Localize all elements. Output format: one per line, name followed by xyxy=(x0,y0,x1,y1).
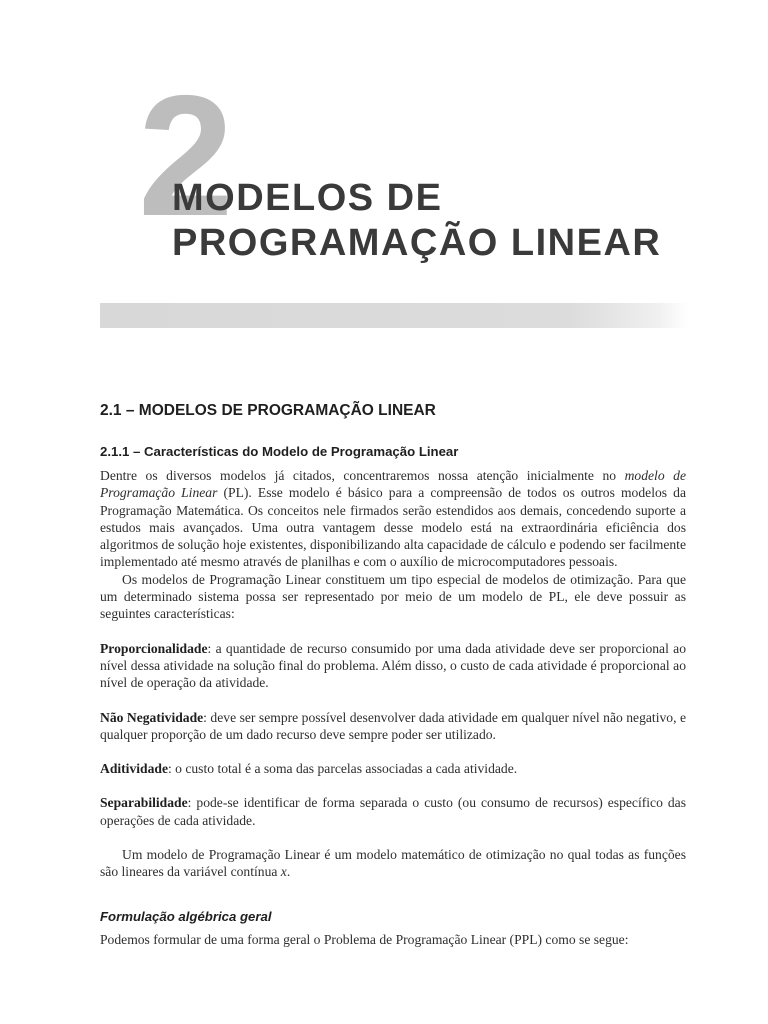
lp-definition-paragraph xyxy=(100,846,686,881)
characteristic-separability xyxy=(100,794,686,829)
intro-text-b: (PL). Esse modelo é básico para a compreensão de todos os outros modelos da Programação Matemática. Os conceitos nele firmados serão estendidos aos demais, concedendo suporte a estudos mais avançados. Uma outra vantagem desse modelo está na extraordinária eficiência dos algoritmos de solução hoje existentes, disponibilizando alta capacidade de cálculo e podendo ser facilmente implementado até mesmo através de planilhas e com o auxílio de microcomputadores pessoais. xyxy=(100,485,686,570)
section-heading: 2.1 – MODELOS DE PROGRAMAÇÃO LINEAR xyxy=(100,402,436,419)
characteristic-text: : a quantidade de recurso consumido por uma dada atividade deve ser proporcional ao nível dessa atividade na solução final do problema. Além disso, o custo de cada atividade é proporcional ao nível de operação da atividade. xyxy=(100,640,686,691)
characteristic-text: : o custo total é a soma das parcelas associadas a cada atividade. xyxy=(167,761,518,777)
page-content xyxy=(100,400,686,948)
formulation-paragraph: Podemos formular de uma forma geral o Problema de Programação Linear (PPL) como se segue: xyxy=(100,931,629,947)
chapter-title xyxy=(172,176,661,266)
characteristic-proportionality xyxy=(100,640,686,692)
intro-italic-term: modelo de Programação Linear xyxy=(100,468,686,501)
variable-x: x xyxy=(280,864,287,880)
formulation-heading: Formulação algébrica geral xyxy=(100,908,272,924)
intro-text-a: Dentre os diversos modelos já citados, concentraremos nossa atenção inicialmente no xyxy=(100,468,625,483)
characteristic-text: : pode-se identificar de forma separada o custo (ou consumo de recursos) específico das operações de cada atividade. xyxy=(100,795,686,828)
chapter-title-line2: PROGRAMAÇÃO LINEAR xyxy=(172,222,662,264)
lp-definition-end: . xyxy=(286,864,291,880)
characteristic-text: : deve ser sempre possível desenvolver dada atividade em qualquer nível não negativo, e qualquer proporção de um dado recurso deve sempre poder ser utilizado. xyxy=(100,709,686,742)
characteristics-intro-paragraph: Os modelos de Programação Linear constituem um tipo especial de modelos de otimização. Para que um determinado sistema possa ser representado por meio de um modelo de PL, ele deve possuir as seguintes características: xyxy=(100,571,686,622)
characteristic-additivity xyxy=(100,760,686,777)
chapter-number: 2 xyxy=(138,60,230,252)
chapter-divider-band xyxy=(100,303,688,328)
characteristic-term: Não Negatividade xyxy=(100,709,204,725)
intro-paragraph xyxy=(100,467,686,571)
characteristic-term: Separabilidade xyxy=(100,795,188,811)
chapter-title-line1: MODELOS DE xyxy=(172,177,443,219)
lp-definition-text: Um modelo de Programação Linear é um modelo matemático de otimização no qual todas as funções são lineares da variável contínua xyxy=(100,847,686,880)
characteristic-non-negativity xyxy=(100,709,686,744)
subsection-heading: 2.1.1 – Características do Modelo de Programação Linear xyxy=(100,444,459,459)
characteristic-term: Proporcionalidade xyxy=(100,640,208,656)
characteristic-term: Aditividade xyxy=(100,761,168,777)
